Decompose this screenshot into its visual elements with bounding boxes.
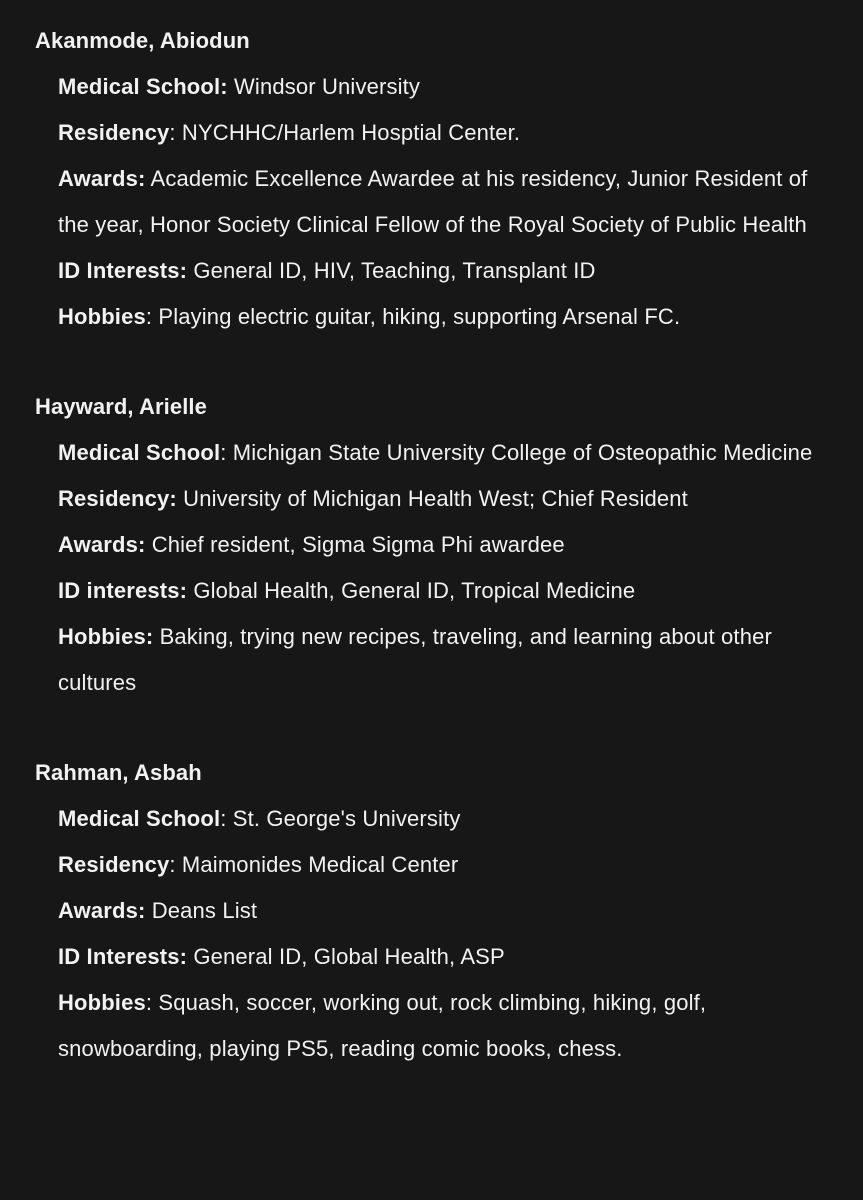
residency-value: : Maimonides Medical Center	[169, 852, 459, 877]
medical-school-label: Medical School	[58, 806, 221, 831]
id-interests-label: ID Interests:	[58, 258, 188, 283]
id-interests-value: Global Health, General ID, Tropical Medicine	[187, 578, 636, 603]
id-interests-label: ID interests:	[58, 578, 188, 603]
residency-row	[0, 842, 863, 888]
awards-label: Awards:	[58, 898, 146, 923]
hobbies-label: Hobbies	[58, 990, 146, 1015]
awards-row	[0, 522, 863, 568]
hobbies-label: Hobbies	[58, 304, 146, 329]
medical-school-row	[0, 430, 863, 476]
id-interests-row	[0, 248, 863, 294]
residency-label: Residency	[58, 120, 170, 145]
residency-value: : NYCHHC/Harlem Hosptial Center.	[169, 120, 521, 145]
medical-school-label: Medical School:	[58, 74, 228, 99]
awards-label: Awards:	[58, 166, 146, 191]
medical-school-row	[0, 64, 863, 110]
medical-school-row	[0, 796, 863, 842]
awards-value: Academic Excellence Awardee at his residency, Junior Resident of the year, Honor Society Clinical Fellow of the Royal Society of Public Health	[58, 166, 808, 237]
residency-label: Residency:	[58, 486, 177, 511]
hobbies-row	[0, 294, 863, 340]
hobbies-label: Hobbies:	[58, 624, 154, 649]
awards-row	[0, 156, 863, 248]
fellow-entry	[0, 384, 863, 706]
residency-label: Residency	[58, 852, 170, 877]
residency-row	[0, 110, 863, 156]
awards-value: Chief resident, Sigma Sigma Phi awardee	[145, 532, 565, 557]
id-interests-value: General ID, Global Health, ASP	[187, 944, 505, 969]
id-interests-label: ID Interests:	[58, 944, 188, 969]
medical-school-value: : Michigan State University College of Osteopathic Medicine	[220, 440, 813, 465]
hobbies-value: : Squash, soccer, working out, rock climbing, hiking, golf, snowboarding, playing PS5, reading comic books, chess.	[58, 990, 707, 1061]
hobbies-row	[0, 980, 863, 1072]
fellow-entry	[0, 750, 863, 1072]
hobbies-value: Baking, trying new recipes, traveling, and learning about other cultures	[58, 624, 772, 695]
medical-school-value: : St. George's University	[220, 806, 461, 831]
hobbies-row	[0, 614, 863, 706]
awards-row	[0, 888, 863, 934]
residency-value: University of Michigan Health West; Chief Resident	[176, 486, 688, 511]
medical-school-value: Windsor University	[227, 74, 421, 99]
awards-label: Awards:	[58, 532, 146, 557]
id-interests-value: General ID, HIV, Teaching, Transplant ID	[187, 258, 596, 283]
fellow-name: Hayward, Arielle	[35, 394, 207, 419]
medical-school-label: Medical School	[58, 440, 221, 465]
fellow-name: Rahman, Asbah	[35, 760, 202, 785]
residency-row	[0, 476, 863, 522]
id-interests-row	[0, 568, 863, 614]
hobbies-value: : Playing electric guitar, hiking, supporting Arsenal FC.	[145, 304, 681, 329]
fellow-entry	[0, 18, 863, 340]
id-interests-row	[0, 934, 863, 980]
awards-value: Deans List	[145, 898, 258, 923]
fellow-name: Akanmode, Abiodun	[35, 28, 250, 53]
